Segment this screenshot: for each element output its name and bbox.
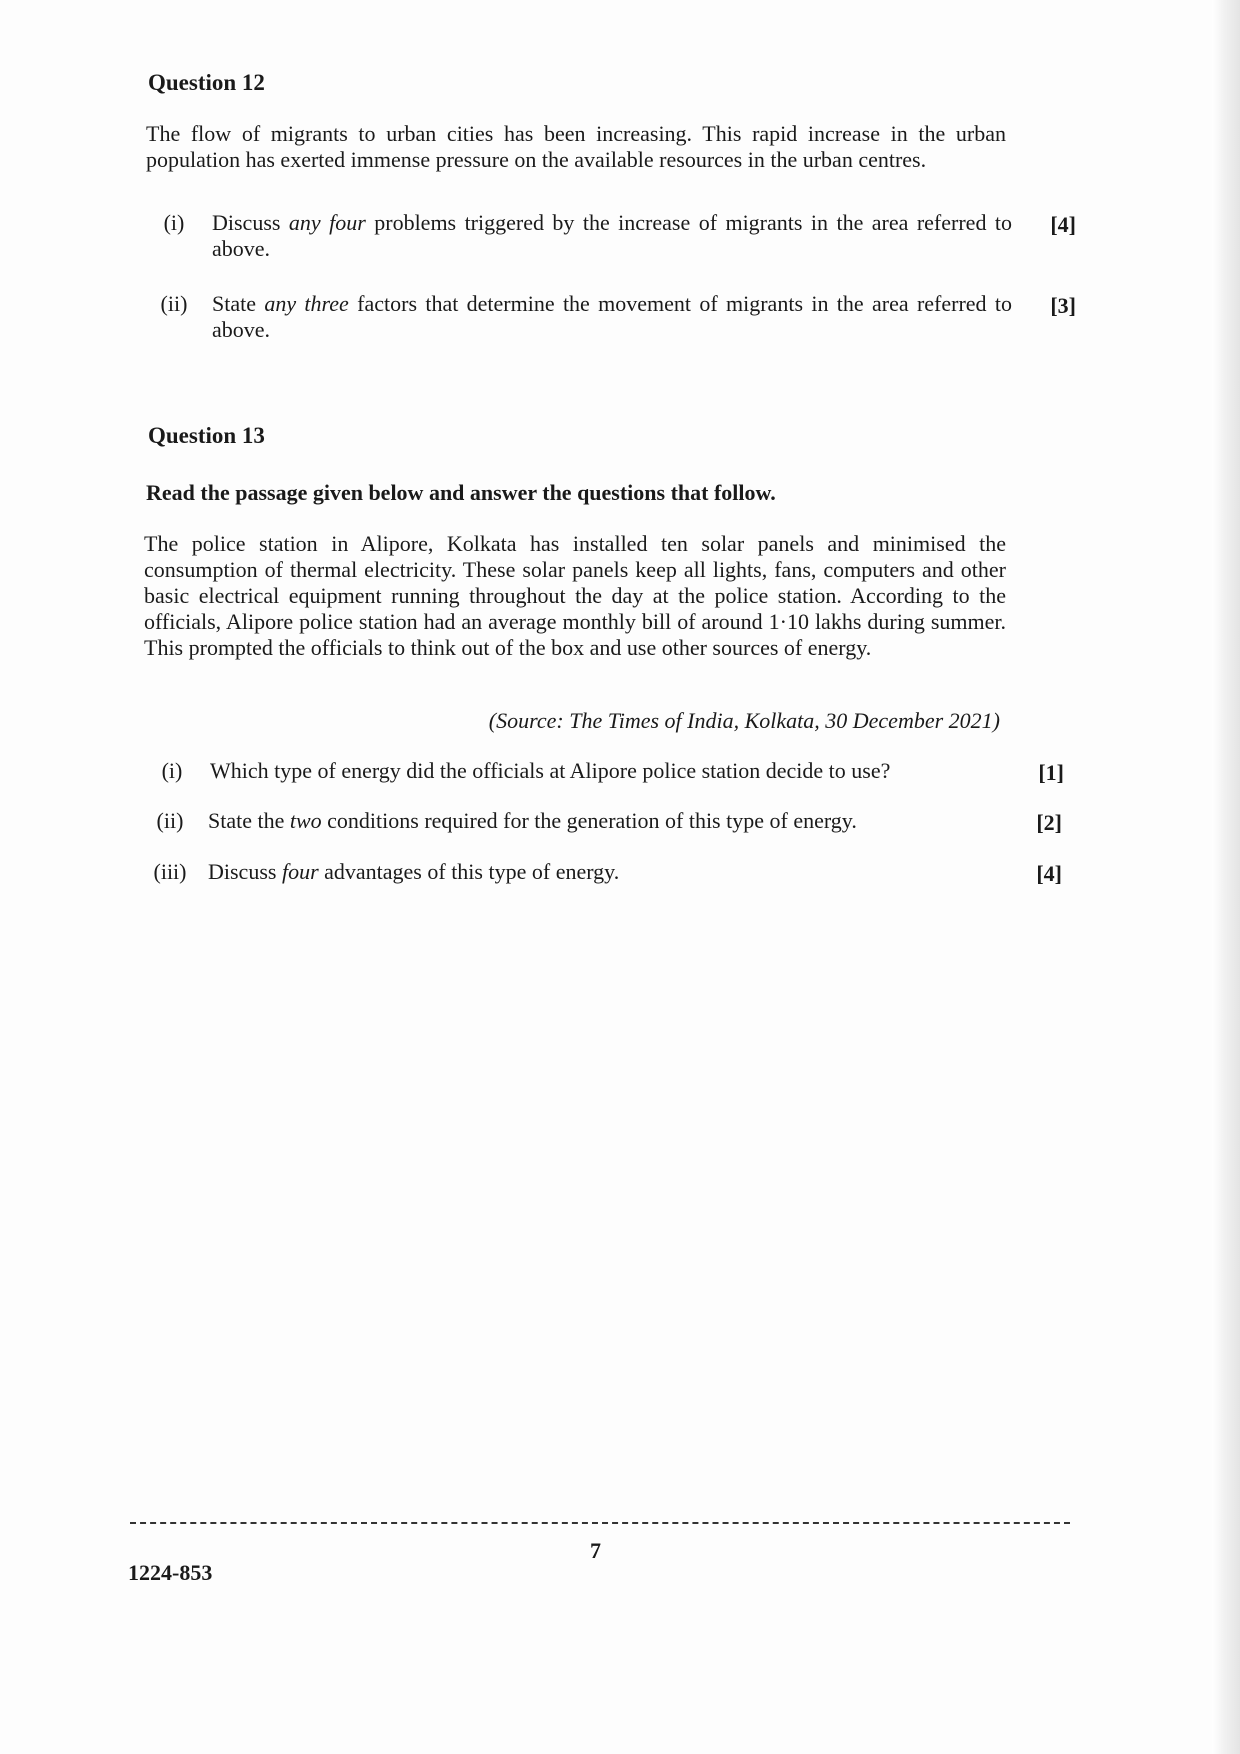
question-13-subquestion-i [144, 758, 1074, 786]
question-12-subquestion-i [146, 210, 1076, 264]
subquestion-emphasis: two [289, 808, 322, 833]
subquestion-number: (ii) [156, 808, 184, 833]
subquestion-emphasis: any three [264, 291, 349, 316]
subquestion-text: Discuss four advantages of this type of energy. [208, 859, 620, 884]
scan-edge-shadow [1212, 0, 1240, 1754]
subquestion-marks: [1] [1038, 760, 1064, 785]
page-number: 7 [590, 1538, 601, 1563]
subquestion-marks: [3] [1050, 293, 1076, 318]
subquestion-number: (i) [163, 210, 185, 235]
subquestion-marks: [4] [1036, 861, 1062, 886]
subquestion-number: (i) [161, 758, 183, 783]
subquestion-emphasis: four [281, 859, 319, 884]
footer-divider [130, 1522, 1070, 1524]
passage-source: (Source: The Times of India, Kolkata, 30 December 2021) [488, 708, 1000, 733]
subquestion-number: (iii) [153, 859, 187, 884]
question-13-subquestion-ii [142, 808, 1072, 836]
question-13-subquestion-iii [142, 859, 1072, 887]
question-12-intro: The flow of migrants to urban cities has been increasing. This rapid increase in the urban population has exerted immense pressure on the available resources in the urban centres. [146, 121, 1006, 172]
question-13-heading: Question 13 [148, 423, 265, 448]
subquestion-marks: [4] [1050, 212, 1076, 237]
subquestion-text: State the two conditions required for the generation of this type of energy. [208, 808, 857, 833]
question-12-heading: Question 12 [148, 70, 265, 95]
subquestion-emphasis: any four [288, 210, 366, 235]
subquestion-text: Discuss any four problems triggered by the increase of migrants in the area referred to above. [212, 210, 1012, 261]
subquestion-text: Which type of energy did the officials at Alipore police station decide to use? [210, 758, 891, 783]
subquestion-number: (ii) [160, 291, 188, 316]
question-13-instruction: Read the passage given below and answer the questions that follow. [146, 480, 776, 505]
paper-code: 1224-853 [128, 1560, 213, 1585]
subquestion-text: State any three factors that determine the movement of migrants in the area referred to above. [212, 291, 1012, 342]
question-13-passage: The police station in Alipore, Kolkata has installed ten solar panels and minimised the consumption of thermal electricity. These solar panels keep all lights, fans, computers and other basic electrical equipment running throughout the day at the police station. According to the officials, Alipore police station had an average monthly bill of around 1·10 lakhs during summer. This prompted the officials to think out of the box and use other sources of energy. [144, 531, 1006, 660]
subquestion-marks: [2] [1036, 810, 1062, 835]
question-12-subquestion-ii [146, 291, 1076, 345]
